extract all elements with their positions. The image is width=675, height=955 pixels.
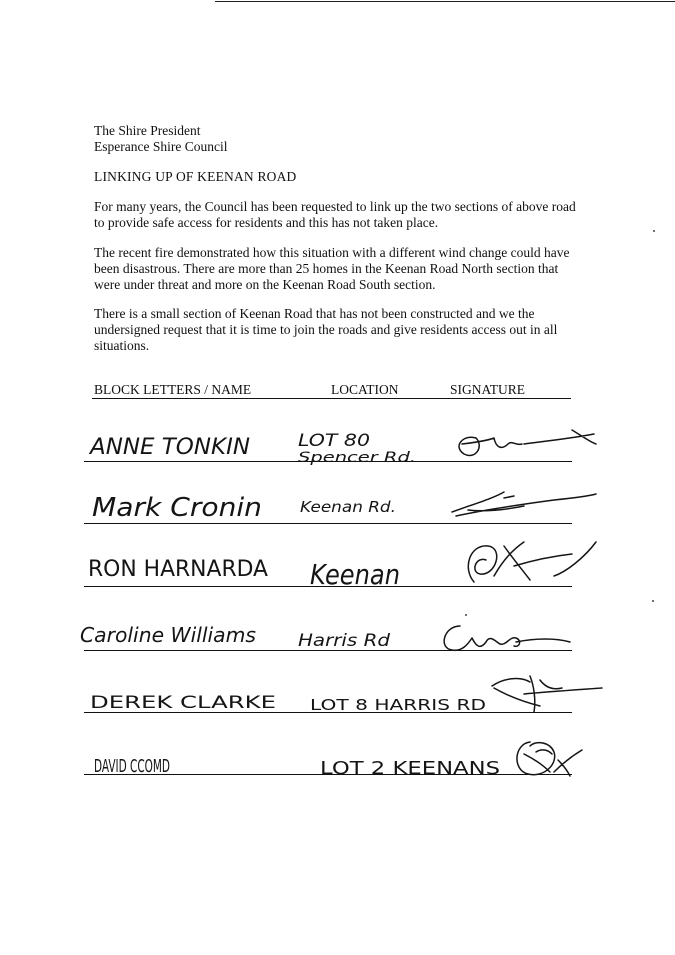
letter-paragraph: The recent fire demonstrated how this situation with a different wind change could have been disastrous. There are more than 25 homes in the Keenan Road North section that were under threat and more on the Keenan Road South section. (94, 245, 570, 292)
table-row (84, 736, 614, 786)
signature-scribble (492, 676, 602, 712)
table-row (84, 672, 614, 718)
signature-scribble (468, 542, 596, 582)
table-row (84, 482, 604, 528)
letter-paragraph: There is a small section of Keenan Road that has not been constructed and we the undersigned request that it is time to join the roads and give residents access out in all situations. (94, 306, 558, 353)
column-header-signature: SIGNATURE (450, 382, 526, 397)
handwritten-location: Spencer Rd. (298, 450, 416, 466)
addressee-line: The Shire President (94, 123, 201, 138)
handwritten-name: Mark Cronin (92, 493, 262, 523)
handwritten-name: ANNE TONKIN (87, 435, 250, 460)
handwritten-location: LOT 2 KEENANS (320, 758, 500, 779)
table-row (84, 420, 584, 466)
scan-top-rule (215, 1, 675, 2)
column-header-location: LOCATION (331, 382, 399, 397)
handwritten-location: LOT 80 (298, 431, 370, 451)
signature-scribble (517, 742, 582, 776)
handwritten-name: DEREK CLARKE (90, 693, 276, 713)
handwritten-location: Harris Rd (298, 631, 391, 651)
table-row (76, 612, 596, 658)
addressee-line: Esperance Shire Council (94, 139, 228, 154)
handwritten-name: DAVID CCOMD (94, 756, 170, 777)
scan-speck (653, 230, 655, 232)
addressee-block (94, 123, 227, 155)
handwritten-location: Keenan Rd. (300, 498, 396, 516)
handwritten-name: Caroline Williams (80, 623, 256, 647)
scan-speck (652, 600, 654, 602)
header-rule (92, 398, 571, 399)
column-header-name: BLOCK LETTERS / NAME (94, 382, 252, 397)
signature-scribble (444, 626, 570, 650)
letter-paragraph: For many years, the Council has been requested to link up the two sections of above road to provide safe access for residents and this has not taken place. (94, 199, 576, 230)
handwritten-location: LOT 8 HARRIS RD (310, 696, 486, 714)
signature-scribble (459, 430, 596, 455)
table-row (84, 536, 614, 592)
handwritten-location: Keenan (310, 558, 400, 591)
handwritten-name: RON HARNARDA (88, 557, 268, 582)
signature-scribble (452, 492, 596, 516)
letter-subject: LINKING UP OF KEENAN ROAD (94, 169, 297, 184)
